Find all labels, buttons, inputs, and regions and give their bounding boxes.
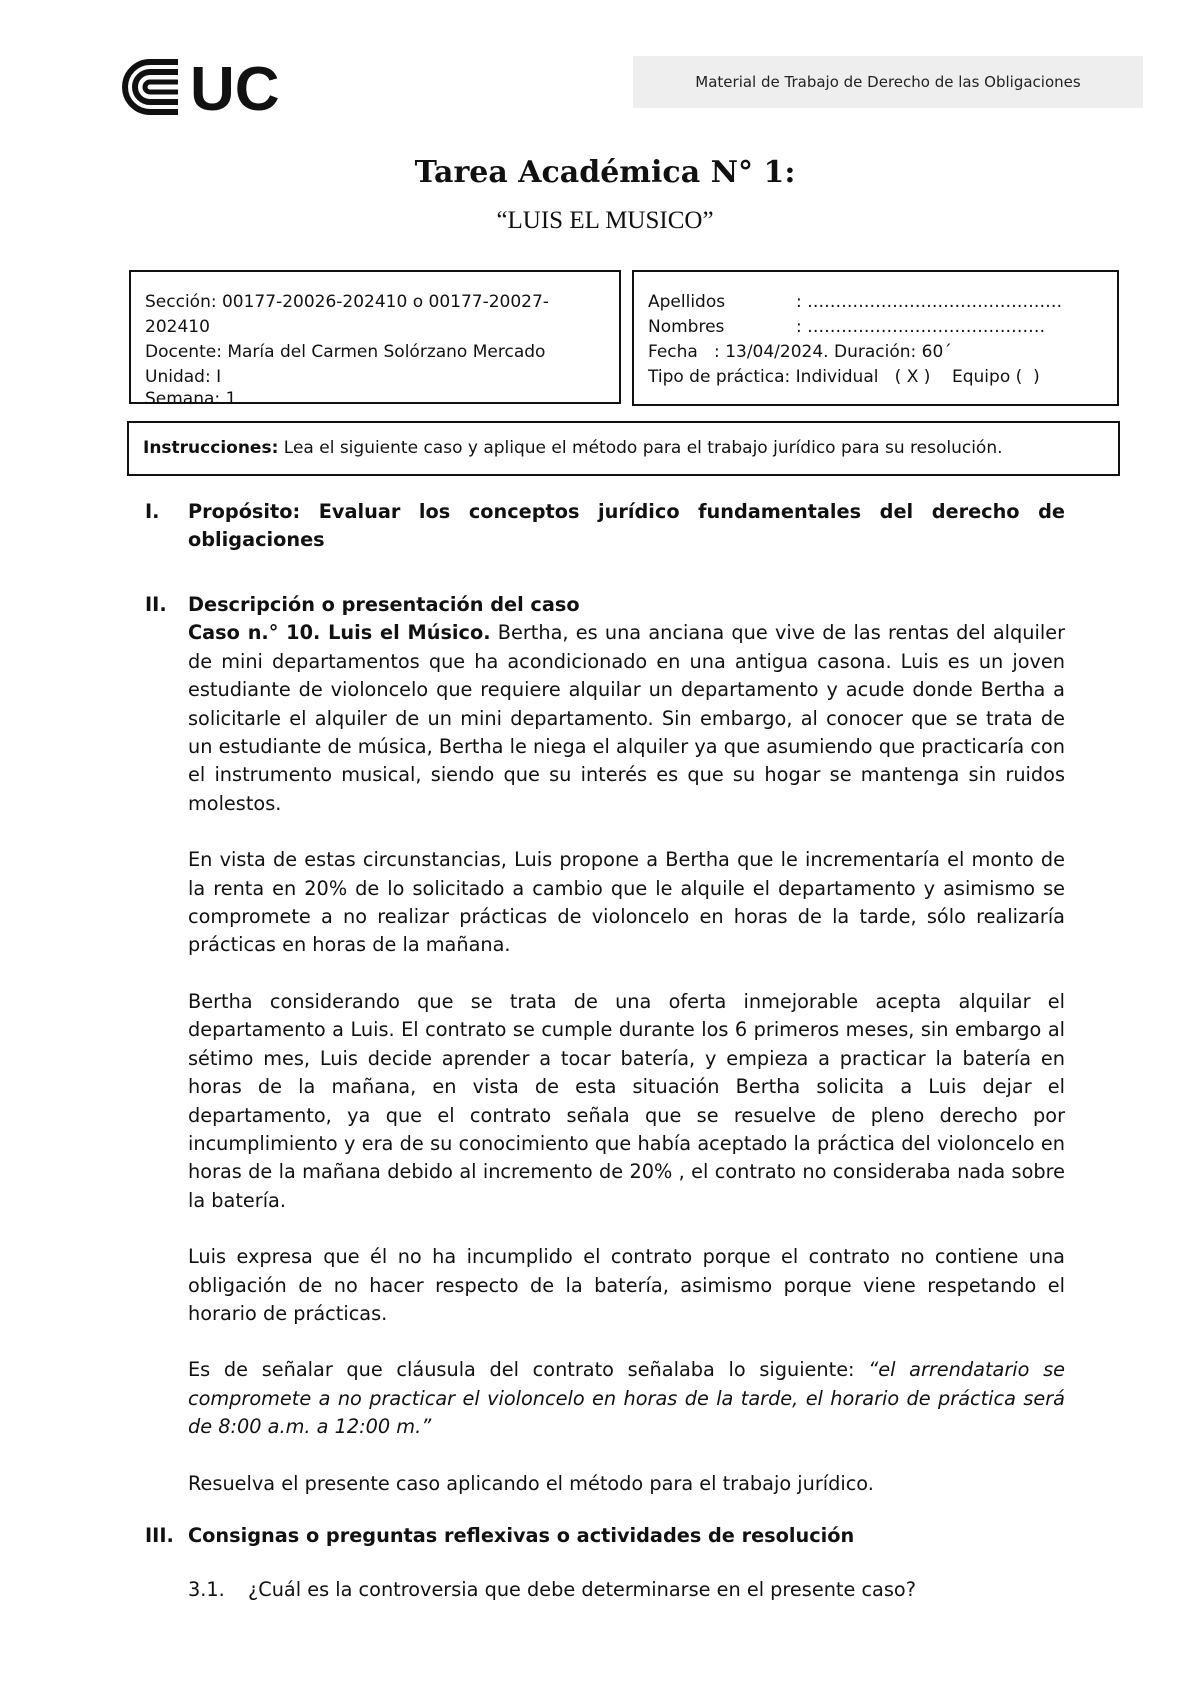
nombres-row xyxy=(648,315,1103,340)
case-paragraph: En vista de estas circunstancias, Luis propone a Bertha que le incrementaría el monto de la renta en 20% de lo solicitado a cambio que le alquile el departamento y asimismo se compromete a no realizar prácticas de violoncelo en horas de la tarde, sólo realizaría prácticas en horas de la mañana. xyxy=(188,848,1065,957)
section-case-heading xyxy=(145,591,1065,619)
section-questions-heading xyxy=(145,1522,1065,1550)
tipo-practica-row: Tipo de práctica: Individual ( X ) Equipo ( ) xyxy=(648,367,1040,387)
semana-value: 1 xyxy=(225,389,237,409)
case-label: Caso n.° 10. Luis el Músico. xyxy=(188,621,491,645)
instructions-box xyxy=(127,421,1120,476)
apellidos-field[interactable]: : ……………………………………… xyxy=(796,292,1063,312)
question-number: 3.1. xyxy=(188,1578,225,1602)
unidad-label: Unidad: xyxy=(145,367,211,387)
uc-logo-mark xyxy=(122,58,312,116)
case-paragraph: Luis expresa que él no ha incumplido el contrato porque el contrato no contiene una obligación de no hacer respecto de la batería, asimismo porque viene respetando el horario de prácticas. xyxy=(188,1245,1065,1325)
section-number: II. xyxy=(145,593,167,616)
section-questions xyxy=(145,1522,1065,1605)
section-title: Propósito: Evaluar los conceptos jurídico fundamentales del derecho de obligaciones xyxy=(188,500,1065,552)
semana-row xyxy=(145,387,605,412)
instructions-text: Lea el siguiente caso y aplique el método para el trabajo jurídico para su resolución. xyxy=(278,438,1003,458)
page-title: Tarea Académica N° 1: xyxy=(414,155,796,190)
page-subtitle: “LUIS EL MUSICO” xyxy=(496,207,714,234)
case-text: Bertha, es una anciana que vive de las rentas del alquiler de mini departamentos que ha acondicionado en una antigua casona. Luis es un joven estudiante de violoncelo que requiere alquilar un departamento y acude donde Bertha a solicitarle el alquiler de un mini departamento. Sin embargo, al conocer que se trata de un estudiante de música, Bertha le niega el alquiler ya que asumiendo que practicaría con el instrumento musical, siendo que su interés es que su hogar se mantenga sin ruidos molestos. xyxy=(188,621,1065,815)
seccion-value: 00177-20026-202410 o 00177-20027-202410 xyxy=(145,292,549,337)
apellidos-label: Apellidos xyxy=(648,292,726,312)
fecha-row: Fecha : 13/04/2024. Duración: 60´ xyxy=(648,342,952,362)
question-text: ¿Cuál es la controversia que debe determinarse en el presente caso? xyxy=(248,1578,916,1602)
material-header xyxy=(633,56,1143,108)
student-info-box xyxy=(632,270,1119,406)
nombres-label: Nombres xyxy=(648,317,725,337)
unidad-value: I xyxy=(216,367,222,387)
course-info-box xyxy=(129,270,621,409)
seccion-label: Sección: xyxy=(145,292,217,312)
section-title: Descripción o presentación del caso xyxy=(188,593,580,616)
case-paragraph xyxy=(188,619,1065,818)
case-paragraph xyxy=(188,1356,1065,1441)
apellidos-row xyxy=(648,290,1103,315)
section-number: I. xyxy=(145,500,160,523)
nombres-field[interactable]: : …………………………………… xyxy=(796,317,1046,337)
case-paragraph: Bertha considerando que se trata de una oferta inmejorable acepta alquilar el departamento a Luis. El contrato se cumple durante los 6 primeros meses, sin embargo al sétimo mes, Luis decide aprender a tocar batería, y empieza a practicar la batería en horas de la mañana, en vista de esta situación Bertha solicita a Luis dejar el departamento, ya que el contrato señala que se resuelve de pleno derecho por incumplimiento y era de su conocimiento que había aceptado la práctica del violoncelo en horas de la mañana debido al incremento de 20% , el contrato no consideraba nada sobre la batería. xyxy=(188,989,1065,1212)
logo-text: UC xyxy=(190,58,280,116)
docente-row xyxy=(145,340,605,365)
case-paragraph: Resuelva el presente caso aplicando el método para el trabajo jurídico. xyxy=(188,1471,874,1495)
clause-intro: Es de señalar que cláusula del contrato señalaba lo siguiente: xyxy=(188,1358,869,1382)
section-title: Consignas o preguntas reflexivas o actividades de resolución xyxy=(188,1524,855,1547)
clause-quote: “el arrendatario se compromete a no practicar el violoncelo en horas de la tarde, el horario de práctica será de 8:00 a.m. a 12:00 m.” xyxy=(188,1358,1065,1439)
section-case xyxy=(145,591,1065,1498)
docente-value: María del Carmen Solórzano Mercado xyxy=(227,342,546,362)
section-purpose xyxy=(145,498,1065,555)
section-number: III. xyxy=(145,1524,174,1547)
question-item xyxy=(188,1576,1065,1604)
seccion-row xyxy=(145,290,605,340)
semana-label: Semana: xyxy=(145,389,221,409)
case-body xyxy=(188,619,1065,1498)
uc-logo xyxy=(122,58,312,116)
material-label: Material de Trabajo de Derecho de las Obligaciones xyxy=(695,73,1081,91)
section-purpose-heading xyxy=(145,498,1065,555)
instructions-label: Instrucciones: xyxy=(143,438,279,458)
docente-label: Docente: xyxy=(145,342,222,362)
